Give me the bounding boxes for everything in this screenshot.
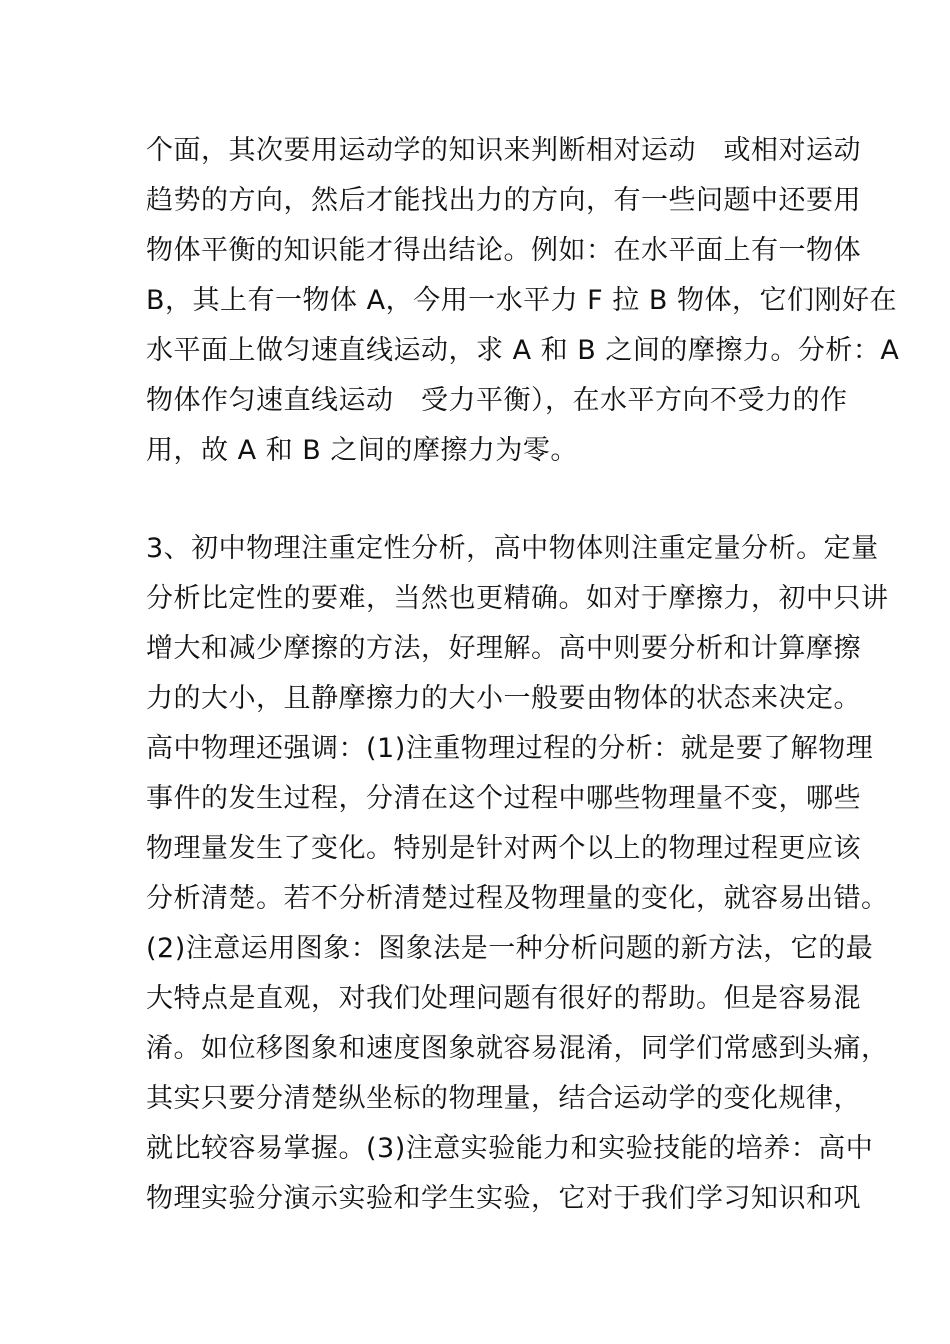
text-line: 就比较容易掌握。(3)注意实验能力和实验技能的培养：高中 [146, 1133, 874, 1164]
text-line: 分析清楚。若不分析清楚过程及物理量的变化，就容易出错。 [146, 883, 889, 914]
text-line: 淆。如位移图象和速度图象就容易混淆，同学们常感到头痛， [146, 1033, 889, 1064]
text-line: 趋势的方向，然后才能找出力的方向，有一些问题中还要用 [146, 185, 861, 216]
text-line: 其实只要分清楚纵坐标的物理量，结合运动学的变化规律， [146, 1083, 861, 1114]
text-line: 分析比定性的要难，当然也更精确。如对于摩擦力，初中只讲 [146, 583, 889, 614]
text-line: 物理实验分演示实验和学生实验，它对于我们学习知识和巩 [146, 1183, 861, 1214]
text-line: 事件的发生过程，分清在这个过程中哪些物理量不变，哪些 [146, 783, 861, 814]
text-line: 物体作匀速直线运动 受力平衡），在水平方向不受力的作 [146, 385, 848, 416]
text-line: 水平面上做匀速直线运动，求 A 和 B 之间的摩擦力。分析：A [146, 335, 900, 366]
text-line: 增大和减少摩擦的方法，好理解。高中则要分析和计算摩擦 [146, 633, 861, 664]
text-line: (2)注意运用图象：图象法是一种分析问题的新方法，它的最 [146, 933, 874, 964]
text-line: B，其上有一物体 A，今用一水平力 F 拉 B 物体，它们刚好在 [146, 285, 897, 316]
text-line: 物理量发生了变化。特别是针对两个以上的物理过程更应该 [146, 833, 861, 864]
text-line: 物体平衡的知识能才得出结论。例如：在水平面上有一物体 [146, 235, 861, 266]
text-line: 用，故 A 和 B 之间的摩擦力为零。 [146, 435, 578, 466]
text-line: 力的大小，且静摩擦力的大小一般要由物体的状态来决定。 [146, 683, 861, 714]
text-line: 大特点是直观，对我们处理问题有很好的帮助。但是容易混 [146, 983, 861, 1014]
text-line: 高中物理还强调：(1)注重物理过程的分析：就是要了解物理 [146, 733, 874, 764]
text-line: 3、初中物理注重定性分析，高中物体则注重定量分析。定量 [146, 533, 879, 564]
text-line: 个面，其次要用运动学的知识来判断相对运动 或相对运动 [146, 135, 861, 166]
